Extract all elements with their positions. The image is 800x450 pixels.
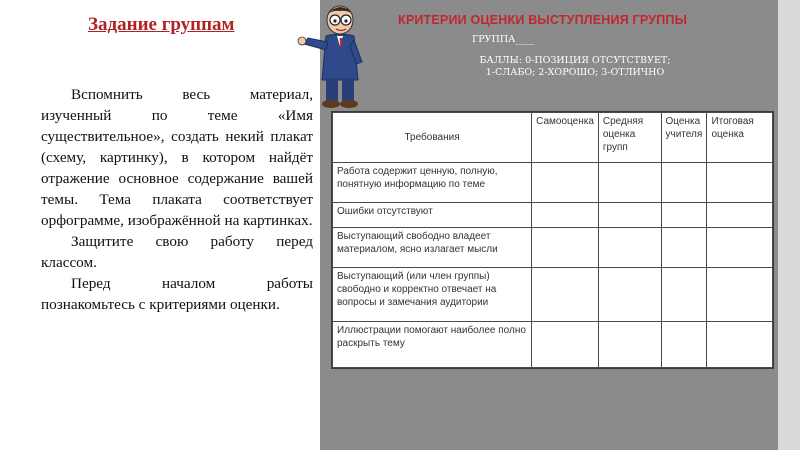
- score-cell[interactable]: [532, 202, 599, 227]
- criteria-title: КРИТЕРИИ ОЦЕНКИ ВЫСТУПЛЕНИЯ ГРУППЫ: [398, 13, 688, 27]
- score-legend-line-2: 1-СЛАБО; 2-ХОРОШО; 3-ОТЛИЧНО: [485, 67, 665, 78]
- score-cell[interactable]: [598, 321, 661, 367]
- score-legend: [470, 55, 680, 79]
- table-row: [333, 163, 773, 203]
- score-cell[interactable]: [707, 202, 773, 227]
- score-cell[interactable]: [661, 202, 707, 227]
- teacher-figure-illustration: [292, 2, 382, 110]
- criterion-cell: Ошибки отсутствуют: [333, 202, 532, 227]
- score-cell[interactable]: [532, 321, 599, 367]
- criterion-cell: Выступающий (или член группы) свободно и корректно отвечает на вопросы и замечания аудитории: [333, 267, 532, 321]
- assignment-title: Задание группам: [88, 14, 235, 35]
- score-cell[interactable]: [532, 163, 599, 203]
- score-cell[interactable]: [532, 227, 599, 267]
- header-self-assessment: Самооценка: [532, 113, 599, 163]
- score-cell[interactable]: [661, 227, 707, 267]
- assignment-paragraph-2: Защитите свою работу перед классом.: [41, 233, 313, 271]
- score-cell[interactable]: [707, 227, 773, 267]
- header-teacher-grade: Оценка учителя: [661, 113, 707, 163]
- table-row: [333, 321, 773, 367]
- header-group-average: Средняя оценка групп: [598, 113, 661, 163]
- table-row: [333, 267, 773, 321]
- criteria-table: [332, 112, 773, 368]
- assignment-text: [41, 84, 313, 315]
- score-cell[interactable]: [707, 267, 773, 321]
- score-cell[interactable]: [661, 163, 707, 203]
- header-final-grade: Итоговая оценка: [707, 113, 773, 163]
- group-label: ГРУППА____: [472, 34, 535, 45]
- criterion-cell: Работа содержит ценную, полную, понятную информацию по теме: [333, 163, 532, 203]
- assignment-paragraph-1: Вспомнить весь материал, изученный по теме «Имя существительное», создать некий плакат (схему, картинку), в котором найдёт отражение основное содержание вашей темы. Тема плаката соответствует орфограмме, изображённой на картинках.: [41, 86, 313, 229]
- score-cell[interactable]: [598, 202, 661, 227]
- score-cell[interactable]: [598, 227, 661, 267]
- table-header-row: [333, 113, 773, 163]
- score-cell[interactable]: [707, 321, 773, 367]
- criterion-cell: Выступающий свободно владеет материалом, ясно излагает мысли: [333, 227, 532, 267]
- score-cell[interactable]: [598, 163, 661, 203]
- header-requirements: Требования: [333, 113, 532, 163]
- table-row: [333, 202, 773, 227]
- table-row: [333, 227, 773, 267]
- criteria-table-container: [331, 111, 774, 369]
- score-cell[interactable]: [532, 267, 599, 321]
- score-cell[interactable]: [707, 163, 773, 203]
- criterion-cell: Иллюстрации помогают наиболее полно раскрыть тему: [333, 321, 532, 367]
- score-cell[interactable]: [661, 321, 707, 367]
- score-cell[interactable]: [598, 267, 661, 321]
- score-cell[interactable]: [661, 267, 707, 321]
- assignment-paragraph-3: Перед началом работы познакомьтесь с критериями оценки.: [41, 275, 313, 313]
- score-legend-line-1: БАЛЛЫ: 0-ПОЗИЦИЯ ОТСУТСТВУЕТ;: [479, 55, 671, 66]
- right-edge-strip: [778, 0, 800, 450]
